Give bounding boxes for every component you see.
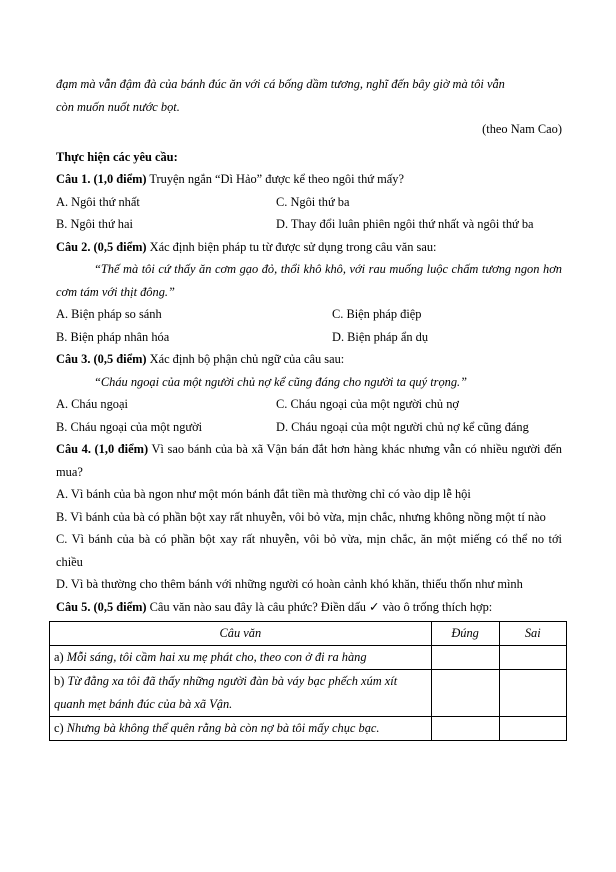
question-1-option-a[interactable]: A. Ngôi thứ nhất	[56, 194, 140, 209]
question-3-option-d[interactable]: D. Cháu ngoại của một người chủ nợ kể cũng đáng	[276, 419, 529, 434]
question-1-option-c[interactable]: C. Ngôi thứ ba	[276, 194, 350, 209]
header-true: Đúng	[431, 622, 499, 646]
question-4-option-b[interactable]: B. Vì bánh của bà có phần bột xay rất nhuyễn, vôi bỏ vừa, mịn chắc, nhưng không nồng một tí nào	[56, 509, 546, 524]
question-5-label: Câu 5. (0,5 điểm)	[56, 599, 147, 614]
exam-content	[56, 73, 562, 741]
question-5-text: Câu văn nào sau đây là câu phức? Điền dấu ✓ vào ô trống thích hợp:	[149, 599, 493, 614]
question-1	[56, 168, 562, 191]
row-a-true-cell[interactable]	[431, 646, 499, 670]
row-b-false-cell[interactable]	[499, 670, 566, 717]
question-2-option-b[interactable]: B. Biện pháp nhân hóa	[56, 329, 170, 344]
question-3	[56, 348, 562, 371]
question-2-quote: “Thế mà tôi cứ thấy ăn cơm gạo đỏ, thổi khô khô, với rau muống luộc chấm tương ngon hơn cơm tám với thịt đông.”	[56, 262, 562, 299]
question-3-option-a[interactable]: A. Cháu ngoại	[56, 397, 128, 411]
question-5-table-header	[50, 622, 567, 646]
row-b-prefix: b)	[54, 674, 65, 688]
row-b-true-cell[interactable]	[431, 670, 499, 717]
question-4-option-a[interactable]: A. Vì bánh của bà ngon như một món bánh đắt tiền mà thường chỉ có vào dịp lễ hội	[56, 487, 471, 501]
question-2-text: Xác định biện pháp tu từ được sử dụng trong câu văn sau:	[149, 239, 437, 254]
question-1-option-d[interactable]: D. Thay đổi luân phiên ngôi thứ nhất và ngôi thứ ba	[276, 217, 534, 231]
row-a-false-cell[interactable]	[499, 646, 566, 670]
row-a-text: Mỗi sáng, tôi cầm hai xu mẹ phát cho, theo con ở đi ra hàng	[66, 650, 367, 664]
question-3-options-row-1	[56, 393, 562, 416]
question-4-option-c[interactable]: C. Vì bánh của bà có phần bột xay rất nhuyễn, vôi bỏ vừa, mịn chắc, ăn một miếng có thể no tới chiều	[56, 532, 562, 569]
question-3-label: Câu 3. (0,5 điểm)	[56, 352, 147, 366]
question-5-table	[49, 621, 567, 741]
question-1-options-row-1	[56, 191, 562, 214]
question-3-options-row-2	[56, 416, 562, 439]
question-4	[56, 438, 562, 483]
header-false: Sai	[499, 622, 566, 646]
row-c-true-cell[interactable]	[431, 717, 499, 741]
question-3-option-c[interactable]: C. Cháu ngoại của một người chủ nợ	[276, 397, 459, 411]
question-5	[56, 596, 562, 619]
row-c-text: Nhưng bà không thể quên rằng bà còn nợ bà tôi mấy chục bạc.	[66, 721, 380, 735]
row-c-false-cell[interactable]	[499, 717, 566, 741]
row-c-prefix: c)	[54, 721, 64, 735]
question-2-option-d[interactable]: D. Biện pháp ẩn dụ	[332, 329, 429, 344]
table-row	[50, 717, 567, 741]
question-2-option-a[interactable]: A. Biện pháp so sánh	[56, 307, 162, 321]
row-a-prefix: a)	[54, 650, 64, 664]
row-c-sentence	[50, 717, 432, 741]
question-4-text: Vì sao bánh của bà xã Vận bán đắt hơn hàng khác nhưng vẫn có nhiều người đến mua?	[56, 442, 563, 479]
header-sentence: Câu văn	[50, 622, 432, 646]
question-2-label: Câu 2. (0,5 điểm)	[56, 239, 147, 254]
question-1-option-b[interactable]: B. Ngôi thứ hai	[56, 217, 133, 231]
question-3-option-b[interactable]: B. Cháu ngoại của một người	[56, 419, 203, 434]
table-row	[50, 670, 567, 717]
instructions-heading: Thực hiện các yêu cầu:	[56, 149, 178, 164]
row-a-sentence	[50, 646, 432, 670]
question-1-options-row-2	[56, 213, 562, 236]
question-2-options-row-1	[56, 303, 562, 326]
intro-line-1: đạm mà vẫn đậm đà của bánh đúc ăn với cá bống dầm tương, nghĩ đến bây giờ mà tôi vẫn	[56, 77, 505, 91]
source-credit: (theo Nam Cao)	[482, 122, 562, 136]
question-2	[56, 236, 562, 259]
question-3-quote: “Cháu ngoại của một người chủ nợ kể cũng đáng cho người ta quý trọng.”	[94, 374, 468, 389]
intro-line-2: còn muốn nuốt nước bọt.	[56, 99, 180, 114]
question-2-options-row-2	[56, 326, 562, 349]
row-b-text: Từ đằng xa tôi đã thấy những người đàn bà váy bạc phếch xúm xít quanh mẹt bánh đúc của bà xã Vận.	[54, 674, 398, 711]
question-2-option-c[interactable]: C. Biện pháp điệp	[332, 307, 422, 321]
question-4-label: Câu 4. (1,0 điểm)	[56, 442, 149, 456]
table-row	[50, 646, 567, 670]
row-b-sentence	[50, 670, 432, 717]
question-1-label: Câu 1. (1,0 điểm)	[56, 172, 147, 186]
question-4-option-d[interactable]: D. Vì bà thường cho thêm bánh với những người có hoàn cảnh khó khăn, thiếu thốn như mình	[56, 577, 523, 591]
question-1-text: Truyện ngắn “Dì Hảo” được kể theo ngôi thứ mấy?	[149, 172, 404, 186]
question-3-text: Xác định bộ phận chủ ngữ của câu sau:	[149, 352, 345, 366]
